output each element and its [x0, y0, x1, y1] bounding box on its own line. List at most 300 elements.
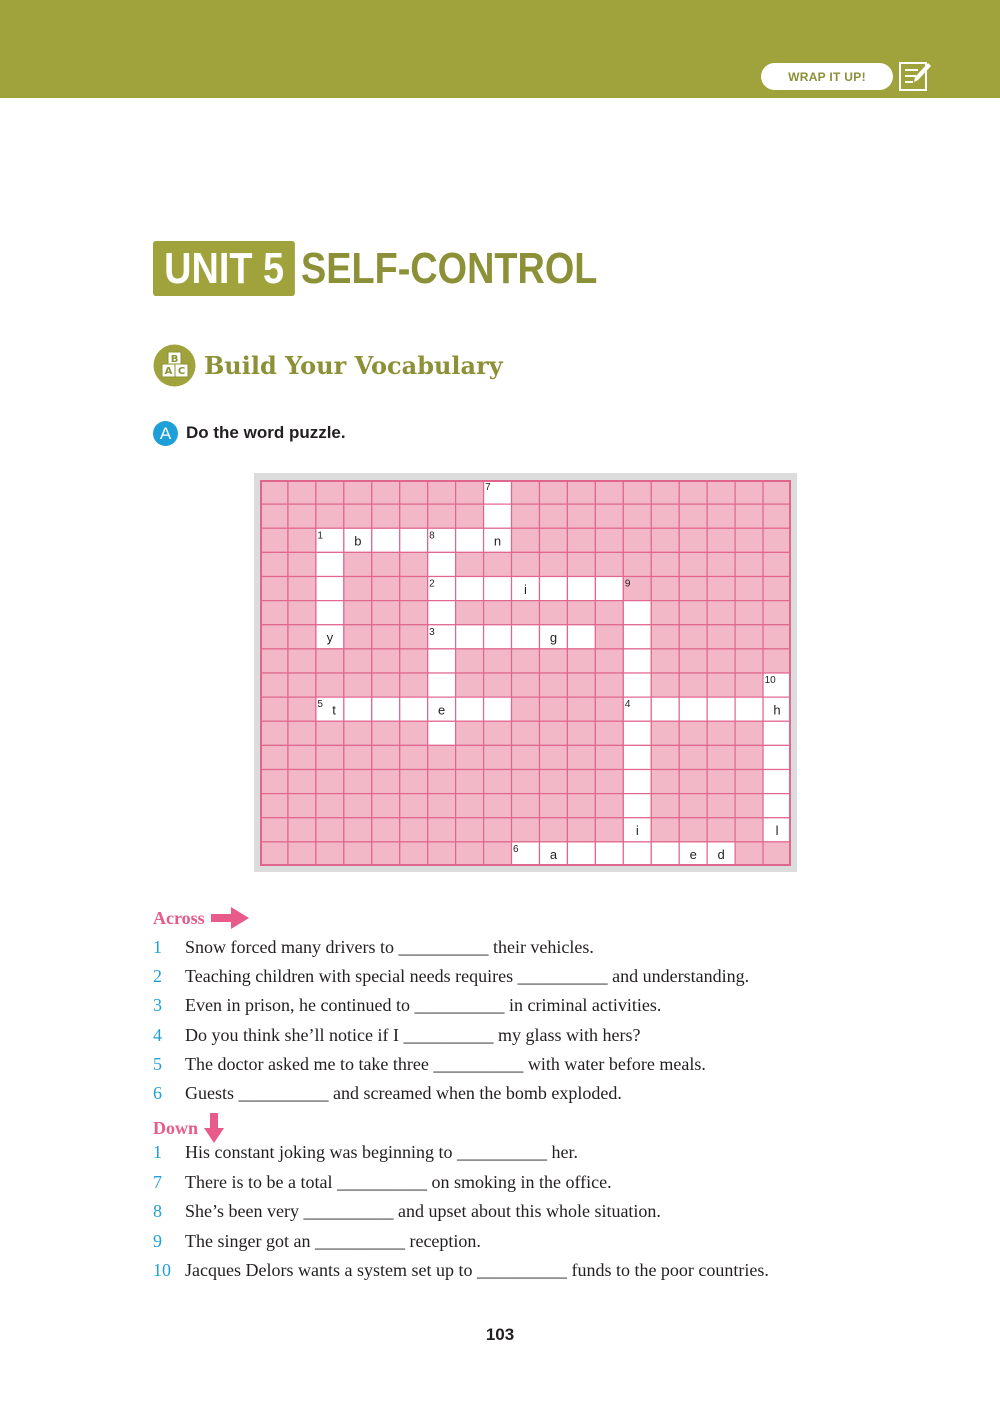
answer-cell[interactable]	[623, 842, 651, 866]
blocked-cell	[707, 673, 735, 697]
blocked-cell	[763, 480, 791, 504]
answer-cell[interactable]	[595, 842, 623, 866]
blocked-cell	[288, 649, 316, 673]
blocked-cell	[484, 770, 512, 794]
down-label: Down	[153, 1117, 199, 1138]
abc-blocks-icon	[153, 344, 196, 387]
blocked-cell	[539, 770, 567, 794]
blocked-cell	[260, 745, 288, 769]
blocked-cell	[288, 842, 316, 866]
blocked-cell	[344, 577, 372, 601]
blocked-cell	[288, 794, 316, 818]
blocked-cell	[651, 770, 679, 794]
blocked-cell	[707, 480, 735, 504]
blocked-cell	[539, 721, 567, 745]
blocked-cell	[344, 552, 372, 576]
answer-cell[interactable]	[316, 552, 344, 576]
given-letter: a	[549, 847, 558, 863]
answer-cell[interactable]	[623, 625, 651, 649]
blocked-cell	[707, 625, 735, 649]
blocked-cell	[344, 721, 372, 745]
given-letter: d	[717, 847, 725, 863]
blocked-cell	[288, 504, 316, 528]
answer-cell[interactable]	[428, 721, 456, 745]
blocked-cell	[539, 673, 567, 697]
blocked-cell	[288, 745, 316, 769]
blocked-cell	[456, 480, 484, 504]
blocked-cell	[456, 745, 484, 769]
answer-cell[interactable]	[316, 601, 344, 625]
blocked-cell	[316, 649, 344, 673]
blocked-cell	[400, 745, 428, 769]
answer-cell[interactable]	[512, 625, 540, 649]
blocked-cell	[428, 480, 456, 504]
blocked-cell	[456, 818, 484, 842]
answer-cell[interactable]	[428, 673, 456, 697]
answer-cell[interactable]	[344, 697, 372, 721]
unit-title: SELF-CONTROL	[301, 244, 598, 293]
blocked-cell	[567, 528, 595, 552]
blocked-cell	[707, 770, 735, 794]
clue-number: 5	[317, 699, 323, 711]
blocked-cell	[679, 649, 707, 673]
blocked-cell	[679, 770, 707, 794]
blocked-cell	[344, 818, 372, 842]
answer-cell[interactable]	[567, 625, 595, 649]
blocked-cell	[400, 673, 428, 697]
blocked-cell	[428, 504, 456, 528]
blocked-cell	[288, 770, 316, 794]
blocked-cell	[372, 480, 400, 504]
blocked-cell	[400, 577, 428, 601]
blocked-cell	[316, 770, 344, 794]
blocked-cell	[288, 721, 316, 745]
blocked-cell	[651, 649, 679, 673]
notepad-pencil-icon	[898, 59, 932, 93]
across-clue: 5 The doctor asked me to take three __________ with water before meals.	[153, 1054, 706, 1074]
blocked-cell	[595, 818, 623, 842]
blocked-cell	[567, 480, 595, 504]
page-number: 103	[485, 1325, 515, 1344]
blocked-cell	[512, 649, 540, 673]
blocked-cell	[595, 745, 623, 769]
blocked-cell	[651, 528, 679, 552]
blocked-cell	[539, 697, 567, 721]
answer-cell[interactable]	[623, 770, 651, 794]
blocked-cell	[372, 577, 400, 601]
blocked-cell	[260, 552, 288, 576]
answer-cell[interactable]	[539, 577, 567, 601]
blocked-cell	[567, 601, 595, 625]
answer-cell[interactable]	[372, 697, 400, 721]
blocked-cell	[260, 818, 288, 842]
blocked-cell	[539, 552, 567, 576]
blocked-cell	[735, 480, 763, 504]
clue-number: 1	[317, 530, 323, 542]
blocked-cell	[651, 552, 679, 576]
blocked-cell	[595, 673, 623, 697]
blocked-cell	[679, 528, 707, 552]
blocked-cell	[707, 552, 735, 576]
blocked-cell	[595, 504, 623, 528]
blocked-cell	[400, 601, 428, 625]
blocked-cell	[679, 625, 707, 649]
blocked-cell	[456, 552, 484, 576]
clue-number: 8	[429, 530, 435, 542]
answer-cell[interactable]	[484, 625, 512, 649]
blocked-cell	[735, 770, 763, 794]
answer-cell[interactable]	[372, 528, 400, 552]
blocked-cell	[539, 818, 567, 842]
blocked-cell	[651, 577, 679, 601]
answer-cell[interactable]	[428, 601, 456, 625]
blocked-cell	[651, 721, 679, 745]
blocked-cell	[316, 673, 344, 697]
exercise-instruction: Do the word puzzle.	[186, 423, 346, 442]
blocked-cell	[484, 794, 512, 818]
blocked-cell	[623, 504, 651, 528]
blocked-cell	[344, 745, 372, 769]
blocked-cell	[512, 818, 540, 842]
across-clue: 2 Teaching children with special needs requires __________ and understanding.	[153, 966, 750, 986]
blocked-cell	[595, 528, 623, 552]
blocked-cell	[456, 721, 484, 745]
blocked-cell	[372, 745, 400, 769]
answer-cell[interactable]	[567, 842, 595, 866]
answer-cell[interactable]	[623, 601, 651, 625]
blocked-cell	[651, 673, 679, 697]
answer-cell[interactable]	[400, 528, 428, 552]
answer-cell[interactable]	[623, 794, 651, 818]
answer-cell[interactable]	[707, 697, 735, 721]
given-letter: g	[549, 630, 558, 646]
answer-cell[interactable]	[456, 625, 484, 649]
blocked-cell	[707, 601, 735, 625]
answer-cell[interactable]	[623, 721, 651, 745]
blocked-cell	[372, 842, 400, 866]
clue-number: 10	[764, 675, 776, 686]
blocked-cell	[428, 842, 456, 866]
blocked-cell	[539, 649, 567, 673]
blocked-cell	[539, 745, 567, 769]
answer-cell[interactable]	[484, 577, 512, 601]
blocked-cell	[567, 818, 595, 842]
blocked-cell	[763, 625, 791, 649]
blocked-cell	[260, 770, 288, 794]
given-letter: l	[775, 823, 779, 839]
arrow-down-icon	[204, 1113, 224, 1143]
blocked-cell	[288, 673, 316, 697]
blocked-cell	[344, 842, 372, 866]
unit-label: UNIT 5	[153, 241, 295, 296]
answer-cell[interactable]	[735, 697, 763, 721]
blocked-cell	[456, 649, 484, 673]
blocked-cell	[372, 625, 400, 649]
blocked-cell	[400, 625, 428, 649]
answer-cell[interactable]	[763, 721, 791, 745]
blocked-cell	[679, 601, 707, 625]
down-heading	[153, 1113, 224, 1143]
blocked-cell	[539, 794, 567, 818]
blocked-cell	[567, 673, 595, 697]
answer-cell[interactable]	[651, 842, 679, 866]
blocked-cell	[260, 480, 288, 504]
blocked-cell	[456, 504, 484, 528]
blocked-cell	[679, 504, 707, 528]
blocked-cell	[344, 480, 372, 504]
clue-number: 9	[624, 578, 631, 590]
across-clue: 6 Guests __________ and screamed when the bomb exploded.	[153, 1083, 622, 1103]
blocked-cell	[567, 721, 595, 745]
clue-number: 4	[624, 699, 631, 711]
blocked-cell	[539, 504, 567, 528]
blocked-cell	[372, 721, 400, 745]
svg-text:A: A	[164, 366, 173, 377]
blocked-cell	[484, 552, 512, 576]
blocked-cell	[344, 504, 372, 528]
blocked-cell	[344, 794, 372, 818]
blocked-cell	[679, 673, 707, 697]
blocked-cell	[623, 480, 651, 504]
blocked-cell	[260, 649, 288, 673]
svg-text:C: C	[177, 366, 186, 377]
svg-text:B: B	[170, 354, 179, 365]
down-clue: 1 His constant joking was beginning to __________ her.	[153, 1142, 578, 1162]
blocked-cell	[735, 552, 763, 576]
blocked-cell	[512, 721, 540, 745]
answer-cell[interactable]	[400, 697, 428, 721]
blocked-cell	[567, 794, 595, 818]
blocked-cell	[372, 601, 400, 625]
crossword-grid	[260, 480, 791, 866]
answer-cell[interactable]	[456, 528, 484, 552]
blocked-cell	[288, 697, 316, 721]
blocked-cell	[260, 625, 288, 649]
blocked-cell	[707, 504, 735, 528]
blocked-cell	[651, 625, 679, 649]
answer-cell[interactable]	[484, 504, 512, 528]
blocked-cell	[400, 480, 428, 504]
blocked-cell	[595, 794, 623, 818]
blocked-cell	[316, 745, 344, 769]
blocked-cell	[763, 649, 791, 673]
answer-cell[interactable]	[595, 577, 623, 601]
blocked-cell	[763, 552, 791, 576]
blocked-cell	[260, 528, 288, 552]
blocked-cell	[400, 504, 428, 528]
clue-number: 3	[429, 626, 435, 638]
blocked-cell	[456, 601, 484, 625]
blocked-cell	[316, 842, 344, 866]
blocked-cell	[316, 504, 344, 528]
blocked-cell	[595, 770, 623, 794]
answer-cell[interactable]	[763, 745, 791, 769]
blocked-cell	[260, 504, 288, 528]
blocked-cell	[512, 745, 540, 769]
blocked-cell	[344, 649, 372, 673]
blocked-cell	[400, 794, 428, 818]
arrow-right-icon	[211, 907, 249, 929]
blocked-cell	[456, 842, 484, 866]
blocked-cell	[707, 721, 735, 745]
blocked-cell	[512, 528, 540, 552]
blocked-cell	[400, 649, 428, 673]
blocked-cell	[428, 745, 456, 769]
answer-cell[interactable]	[456, 577, 484, 601]
unit-heading	[153, 241, 598, 296]
blocked-cell	[484, 601, 512, 625]
blocked-cell	[260, 577, 288, 601]
blocked-cell	[735, 673, 763, 697]
answer-cell[interactable]	[428, 552, 456, 576]
blocked-cell	[595, 480, 623, 504]
down-clue: 10 Jacques Delors wants a system set up to __________ funds to the poor countries.	[153, 1260, 769, 1280]
blocked-cell	[651, 745, 679, 769]
answer-cell[interactable]	[623, 649, 651, 673]
blocked-cell	[567, 649, 595, 673]
blocked-cell	[623, 552, 651, 576]
blocked-cell	[400, 770, 428, 794]
blocked-cell	[679, 721, 707, 745]
blocked-cell	[707, 649, 735, 673]
blocked-cell	[595, 649, 623, 673]
blocked-cell	[512, 601, 540, 625]
blocked-cell	[763, 577, 791, 601]
blocked-cell	[735, 842, 763, 866]
blocked-cell	[707, 528, 735, 552]
blocked-cell	[735, 504, 763, 528]
blocked-cell	[484, 842, 512, 866]
blocked-cell	[735, 818, 763, 842]
blocked-cell	[567, 504, 595, 528]
blocked-cell	[595, 697, 623, 721]
blocked-cell	[288, 601, 316, 625]
blocked-cell	[484, 649, 512, 673]
blocked-cell	[260, 794, 288, 818]
answer-cell[interactable]	[428, 649, 456, 673]
blocked-cell	[344, 673, 372, 697]
blocked-cell	[344, 601, 372, 625]
across-clue: 4 Do you think she’ll notice if I __________ my glass with hers?	[153, 1025, 641, 1045]
blocked-cell	[735, 721, 763, 745]
blocked-cell	[512, 480, 540, 504]
answer-cell[interactable]	[623, 745, 651, 769]
blocked-cell	[288, 528, 316, 552]
blocked-cell	[484, 721, 512, 745]
across-clue: 3 Even in prison, he continued to __________ in criminal activities.	[153, 995, 662, 1015]
blocked-cell	[735, 649, 763, 673]
blocked-cell	[372, 552, 400, 576]
blocked-cell	[344, 625, 372, 649]
given-letter: t	[332, 702, 336, 718]
given-letter: i	[635, 823, 639, 839]
blocked-cell	[707, 745, 735, 769]
blocked-cell	[679, 794, 707, 818]
answer-cell[interactable]	[651, 697, 679, 721]
across-clue: 1 Snow forced many drivers to __________ their vehicles.	[153, 937, 594, 957]
blocked-cell	[316, 721, 344, 745]
blocked-cell	[763, 504, 791, 528]
given-letter: b	[354, 533, 362, 549]
blocked-cell	[400, 842, 428, 866]
blocked-cell	[372, 673, 400, 697]
blocked-cell	[679, 480, 707, 504]
across-label: Across	[153, 907, 205, 928]
clue-number: 2	[429, 578, 435, 590]
answer-cell[interactable]	[763, 794, 791, 818]
blocked-cell	[512, 794, 540, 818]
wrap-it-up-badge: WRAP IT UP!	[761, 63, 893, 90]
blocked-cell	[595, 601, 623, 625]
blocked-cell	[595, 552, 623, 576]
blocked-cell	[456, 794, 484, 818]
exercise-letter-badge: A	[153, 421, 178, 446]
blocked-cell	[316, 818, 344, 842]
blocked-cell	[595, 721, 623, 745]
answer-cell[interactable]	[623, 673, 651, 697]
blocked-cell	[428, 818, 456, 842]
answer-cell[interactable]	[763, 770, 791, 794]
blocked-cell	[651, 818, 679, 842]
blocked-cell	[567, 770, 595, 794]
given-letter: y	[326, 630, 334, 646]
blocked-cell	[400, 818, 428, 842]
answer-cell[interactable]	[484, 697, 512, 721]
blocked-cell	[260, 721, 288, 745]
down-clue: 8 She’s been very __________ and upset about this whole situation.	[153, 1201, 661, 1221]
blocked-cell	[512, 770, 540, 794]
blocked-cell	[651, 504, 679, 528]
blocked-cell	[484, 818, 512, 842]
blocked-cell	[372, 770, 400, 794]
blocked-cell	[539, 601, 567, 625]
blocked-cell	[316, 480, 344, 504]
blocked-cell	[651, 480, 679, 504]
blocked-cell	[763, 601, 791, 625]
answer-cell[interactable]	[567, 577, 595, 601]
answer-cell[interactable]	[456, 697, 484, 721]
blocked-cell	[595, 625, 623, 649]
blocked-cell	[484, 745, 512, 769]
clue-number: 6	[513, 843, 519, 855]
blocked-cell	[679, 745, 707, 769]
blocked-cell	[288, 577, 316, 601]
down-clue: 9 The singer got an __________ reception.	[153, 1231, 481, 1251]
blocked-cell	[288, 552, 316, 576]
blocked-cell	[735, 794, 763, 818]
blocked-cell	[567, 697, 595, 721]
answer-cell[interactable]	[679, 697, 707, 721]
blocked-cell	[288, 818, 316, 842]
blocked-cell	[707, 818, 735, 842]
blocked-cell	[735, 745, 763, 769]
clue-number: 7	[485, 482, 491, 493]
blocked-cell	[707, 794, 735, 818]
blocked-cell	[456, 673, 484, 697]
blocked-cell	[735, 528, 763, 552]
answer-cell[interactable]	[316, 577, 344, 601]
across-heading	[153, 907, 249, 929]
blocked-cell	[316, 794, 344, 818]
blocked-cell	[344, 770, 372, 794]
blocked-cell	[260, 842, 288, 866]
blocked-cell	[735, 601, 763, 625]
blocked-cell	[539, 480, 567, 504]
blocked-cell	[288, 625, 316, 649]
blocked-cell	[260, 601, 288, 625]
blocked-cell	[707, 577, 735, 601]
blocked-cell	[735, 577, 763, 601]
